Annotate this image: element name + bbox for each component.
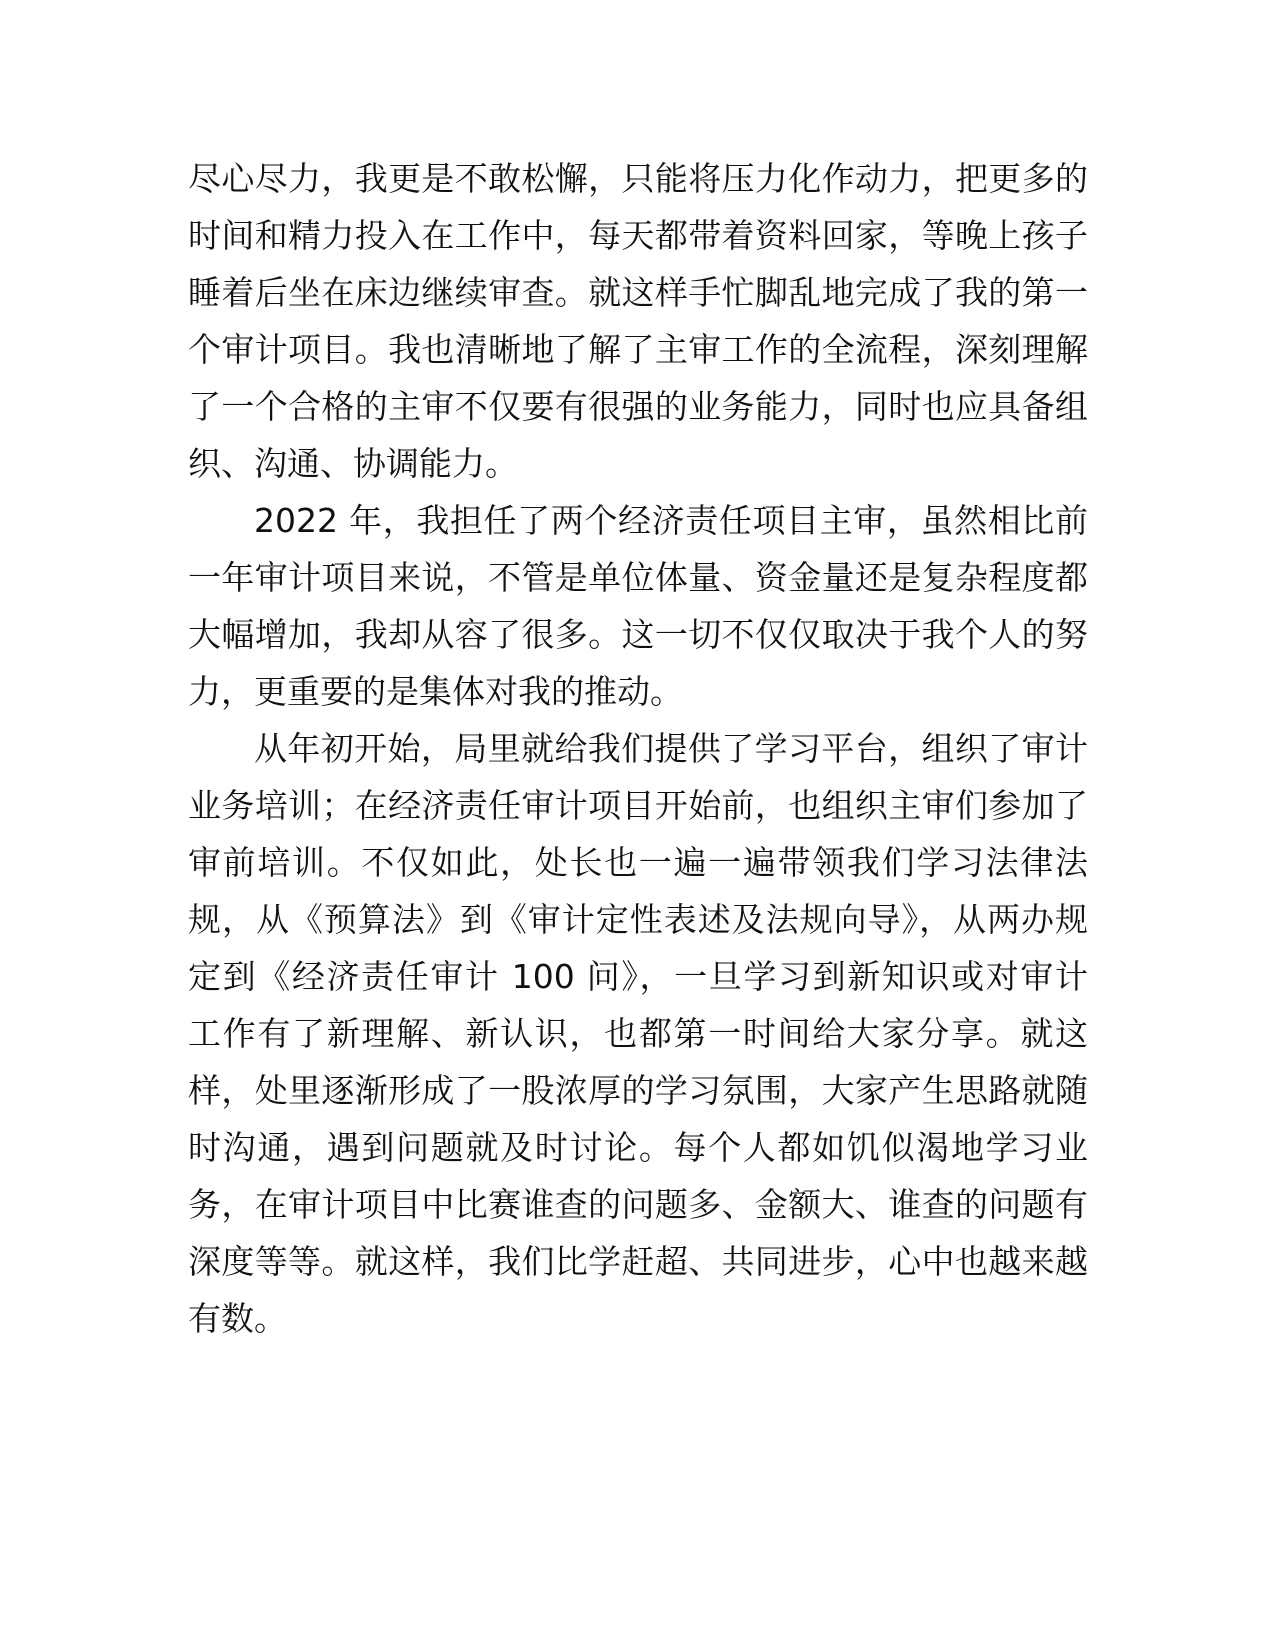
paragraph-line: 务，在审计项目中比赛谁查的问题多、金额大、谁查的问题有 <box>188 1185 1088 1224</box>
paragraph-line: 从年初开始，局里就给我们提供了学习平台，组织了审计 <box>254 729 1088 768</box>
paragraph-line: 尽心尽力，我更是不敢松懈，只能将压力化作动力，把更多的 <box>188 159 1088 198</box>
paragraph-line: 业务培训；在经济责任审计项目开始前，也组织主审们参加了 <box>188 786 1088 825</box>
paragraph-line: 一年审计项目来说，不管是单位体量、资金量还是复杂程度都 <box>188 558 1088 597</box>
paragraph-line: 时沟通，遇到问题就及时讨论。每个人都如饥似渴地学习业 <box>188 1128 1088 1167</box>
paragraph-line: 规，从《预算法》到《审计定性表述及法规向导》，从两办规 <box>188 900 1088 939</box>
paragraph-line: 织、沟通、协调能力。 <box>188 444 518 483</box>
paragraph-line: 大幅增加，我却从容了很多。这一切不仅仅取决于我个人的努 <box>188 615 1088 654</box>
paragraph-line: 力，更重要的是集体对我的推动。 <box>188 672 683 711</box>
paragraph-line: 有数。 <box>188 1299 287 1338</box>
paragraph-line: 定到《经济责任审计 100 问》，一旦学习到新知识或对审计 <box>188 957 1088 996</box>
paragraph-line: 深度等等。就这样，我们比学赶超、共同进步，心中也越来越 <box>188 1242 1088 1281</box>
paragraph-line: 个审计项目。我也清晰地了解了主审工作的全流程，深刻理解 <box>188 330 1088 369</box>
paragraph-line: 睡着后坐在床边继续审查。就这样手忙脚乱地完成了我的第一 <box>188 273 1088 312</box>
paragraph-1 <box>188 150 1088 492</box>
paragraph-line: 了一个合格的主审不仅要有很强的业务能力，同时也应具备组 <box>188 387 1088 426</box>
paragraph-line: 2022 年，我担任了两个经济责任项目主审，虽然相比前 <box>254 501 1088 540</box>
paragraph-2 <box>188 492 1088 720</box>
paragraph-line: 时间和精力投入在工作中，每天都带着资料回家，等晚上孩子 <box>188 216 1088 255</box>
paragraph-line: 工作有了新理解、新认识，也都第一时间给大家分享。就这 <box>188 1014 1088 1053</box>
paragraph-line: 审前培训。不仅如此，处长也一遍一遍带领我们学习法律法 <box>188 843 1088 882</box>
document-body <box>188 150 1088 1347</box>
paragraph-3 <box>188 720 1088 1347</box>
paragraph-line: 样，处里逐渐形成了一股浓厚的学习氛围，大家产生思路就随 <box>188 1071 1088 1110</box>
